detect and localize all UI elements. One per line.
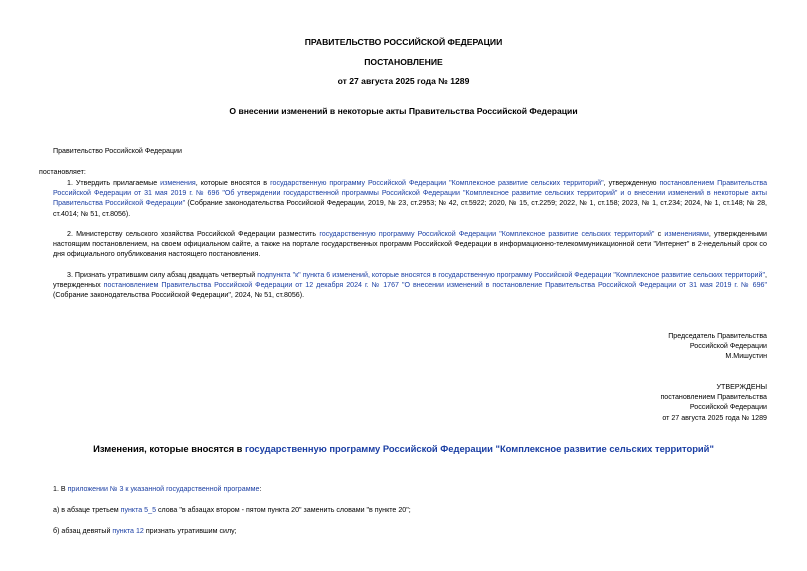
government-heading: ПРАВИТЕЛЬСТВО РОССИЙСКОЙ ФЕДЕРАЦИИ	[304, 37, 503, 47]
document-title: О внесении изменений в некоторые акты Правительства Российской Федерации	[229, 106, 578, 116]
paragraph-3-text: 3. Признать утратившим силу абзац двадцать четвертый	[67, 271, 258, 279]
paragraph-3	[53, 270, 767, 301]
approval-line: Российской Федерации	[689, 403, 767, 412]
resolution-1767-link[interactable]: постановлением Правительства Российской Федерации от 12 декабря 2024 г. № 1767 "О внесении изменений в постановление Правительства Российской Федерации от 31 мая 2019 г. № 696"	[103, 281, 767, 290]
paragraph-2-text: , утвержденными настоящим постановлением, на своем официальном сайте, а также на портале государственных программ Российской Федерации в информационно-телекоммуникационной сети "Интернет" в 2-недельный срок со дня официального опубликования настоящего постановления.	[53, 230, 767, 259]
paragraph-1	[53, 178, 767, 219]
document-date-number: от 27 августа 2025 года № 1289	[337, 76, 470, 86]
approval-line: постановлением Правительства	[660, 393, 767, 402]
appendix-3-link[interactable]: приложении № 3 к указанной государственной программе	[67, 485, 260, 493]
change-text: 1. В	[53, 485, 68, 493]
subparagraph-k-link[interactable]: подпункта "к" пункта 6 изменений, которые вносятся в государственную программу Российской Федерации "Комплексное развитие сельских территорий"	[257, 271, 766, 279]
changes-title-text: Изменения, которые вносятся в	[93, 443, 246, 454]
paragraph-2-text: с	[654, 230, 665, 238]
paragraph-1-text: , утвержденную	[603, 179, 660, 187]
change-item-1	[53, 484, 261, 494]
signature-line: Председатель Правительства	[668, 332, 767, 340]
changes-link[interactable]: изменениями	[664, 230, 709, 238]
signature-line: М.Мишустин	[725, 352, 767, 361]
change-text: :	[259, 485, 262, 493]
changes-link[interactable]: изменения	[160, 179, 196, 187]
change-text: а) в абзаце третьем	[53, 506, 121, 514]
approval-line: УТВЕРЖДЕНЫ	[716, 383, 767, 391]
approval-block	[660, 382, 767, 423]
state-program-link[interactable]: государственную программу Российской Федерации "Комплексное развитие сельских территорий"	[270, 179, 604, 187]
paragraph-3-text: , утвержденных	[53, 271, 767, 290]
signature-block	[668, 331, 767, 362]
paragraph-2-text: 2. Министерству сельского хозяйства Российской Федерации разместить	[67, 230, 320, 238]
change-text: б) абзац девятый	[53, 527, 113, 535]
resolution-696-link[interactable]: постановлением Правительства Российской Федерации от 31 мая 2019 г. № 696 "Об утверждении государственной программы Российской Федерации "Комплексное развитие сельских территорий" и о внесении изменений в некоторые акты Правительства Российской Федерации"	[53, 179, 768, 208]
paragraph-1-text: (Собрание законодательства Российской Федерации, 2019, № 23, ст.2953; № 42, ст.5922; 2020, № 15, ст.2259; 2022, № 1, ст.158; 2023, № 1, ст.234; 2024, № 1, ст.148; № 28, ст.4014; № 51, ст.8056).	[53, 199, 767, 218]
change-text: слова "в абзацах втором - пятом пункта 20" заменить словами "в пункте 20";	[156, 506, 411, 514]
signature-line: Российской Федерации	[689, 342, 767, 351]
paragraph-2	[53, 229, 767, 260]
change-item-b	[53, 526, 237, 536]
point-12-link[interactable]: пункта 12	[112, 527, 144, 535]
state-program-link[interactable]: государственную программу Российской Федерации "Комплексное развитие сельских территорий"	[245, 443, 714, 454]
change-item-a	[53, 505, 411, 515]
issuer-text: Правительство Российской Федерации	[53, 147, 182, 155]
change-text: признать утратившим силу;	[143, 527, 237, 535]
document-type-heading: ПОСТАНОВЛЕНИЕ	[364, 57, 443, 67]
paragraph-1-text: 1. Утвердить прилагаемые	[67, 179, 161, 187]
approval-line: от 27 августа 2025 года № 1289	[662, 413, 767, 422]
point-5-5-link[interactable]: пункта 5_5	[120, 506, 157, 514]
changes-title	[0, 443, 807, 454]
state-program-link[interactable]: государственную программу Российской Федерации "Комплексное развитие сельских территорий"	[319, 230, 655, 238]
decides-text: постановляет:	[39, 168, 86, 176]
paragraph-1-text: , которые вносятся в	[195, 179, 271, 187]
paragraph-3-text: (Собрание законодательства Российской Федерации", 2024, № 51, ст.8056).	[53, 291, 305, 300]
